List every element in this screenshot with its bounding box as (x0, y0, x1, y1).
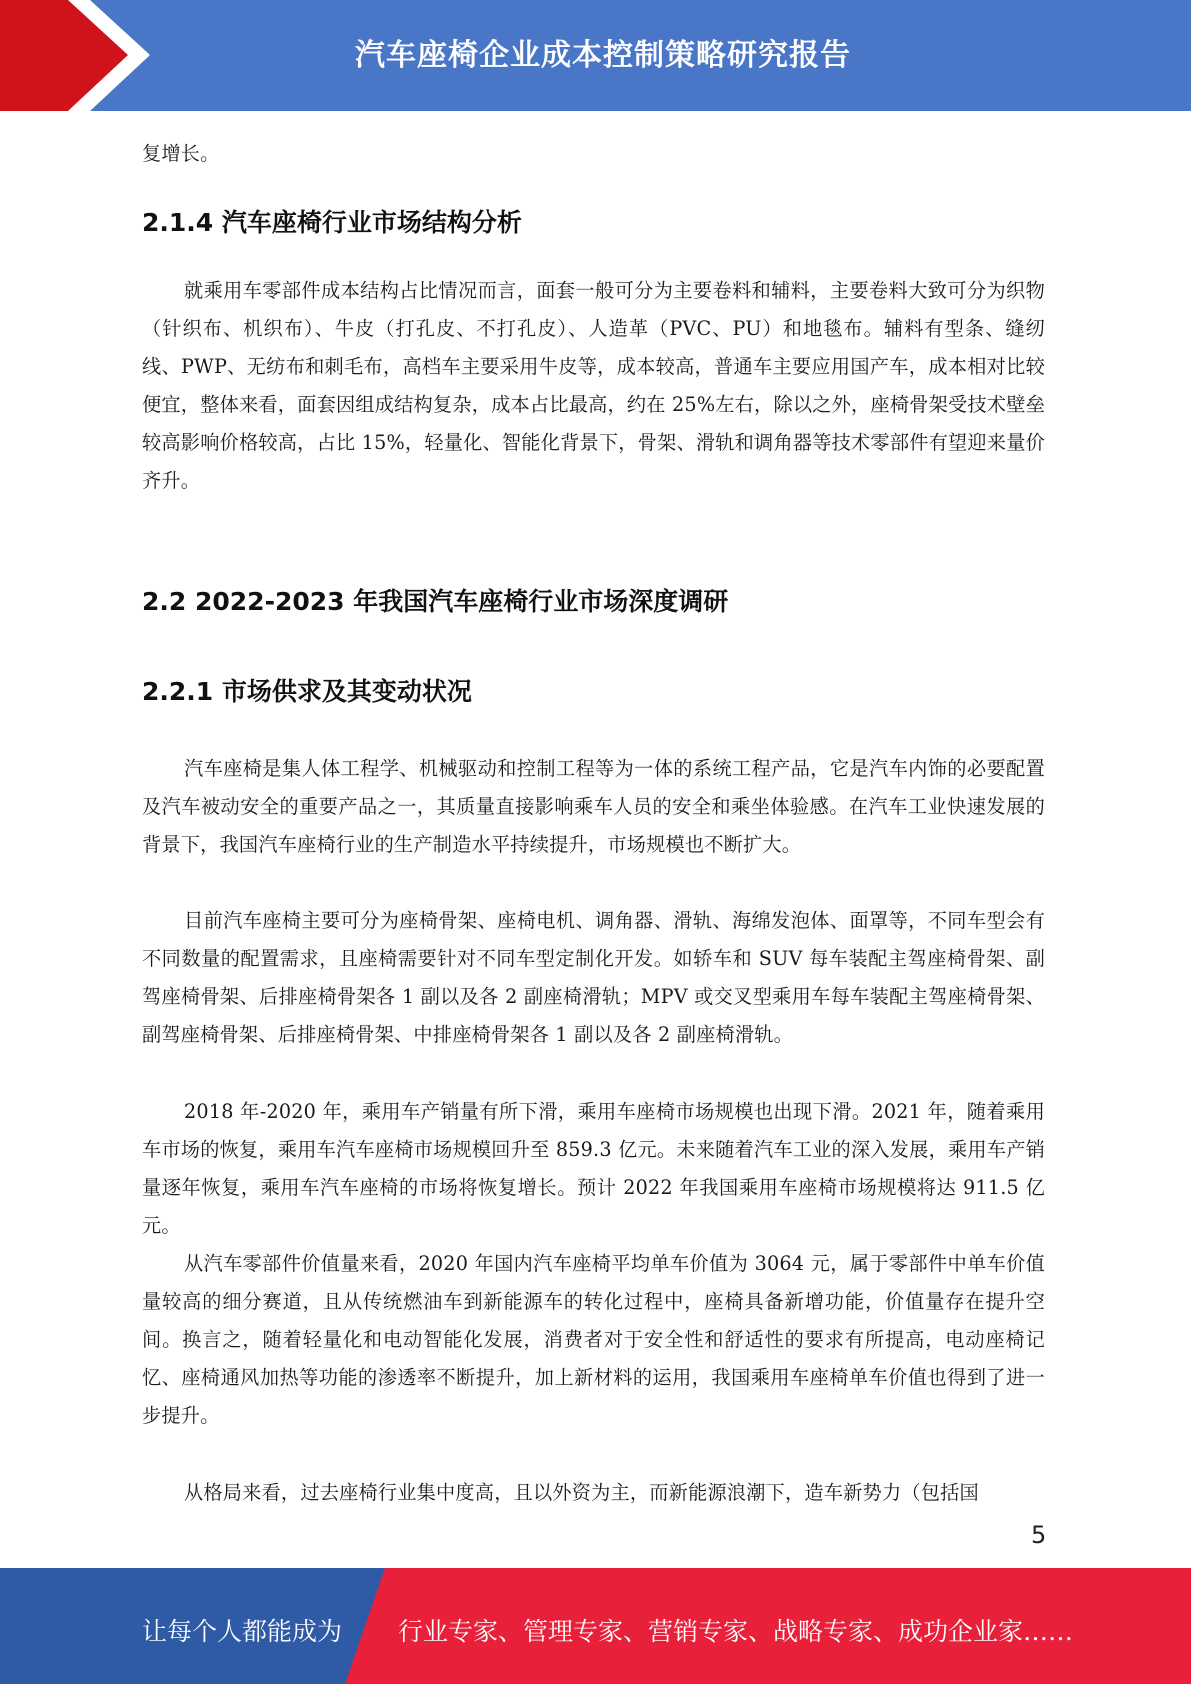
report-title: 汽车座椅企业成本控制策略研究报告 (355, 38, 851, 73)
section-heading-2-2: 2.2 2022-2023 年我国汽车座椅行业市场深度调研 (142, 587, 729, 616)
paragraph-seat-components: 目前汽车座椅主要可分为座椅骨架、座椅电机、调角器、滑轨、海绵发泡体、面罩等，不同车型会有不同数量的配置需求，且座椅需要针对不同车型定制化开发。如轿车和 SUV 每车装配主驾座椅骨架、副驾座椅骨架、后排座椅骨架各 1 副以及各 2 副座椅滑轨；MPV 或交叉型乘用车每车装配主驾座椅骨架、副驾座椅骨架、后排座椅骨架、中排座椅骨架各 1 副以及各 2 副座椅滑轨。 (142, 909, 1045, 1046)
paragraph-market-landscape: 从格局来看，过去座椅行业集中度高，且以外资为主，而新能源浪潮下，造车新势力（包括国 (184, 1481, 979, 1504)
footer-slogan-left: 让每个人都能成为 (142, 1617, 343, 1646)
paragraph-seat-overview: 汽车座椅是集人体工程学、机械驱动和控制工程等为一体的系统工程产品，它是汽车内饰的必要配置及汽车被动安全的重要产品之一，其质量直接影响乘车人员的安全和乘坐体验感。在汽车工业快速发展的背景下，我国汽车座椅行业的生产制造水平持续提升，市场规模也不断扩大。 (142, 757, 1045, 856)
section-heading-2-1-4: 2.1.4 汽车座椅行业市场结构分析 (142, 208, 522, 237)
page-footer (0, 1568, 1191, 1684)
footer-slogan-right: 行业专家、管理专家、营销专家、战略专家、成功企业家…… (398, 1617, 1074, 1646)
page-number: 5 (1031, 1521, 1047, 1549)
section-heading-2-2-1: 2.2.1 市场供求及其变动状况 (142, 677, 472, 706)
paragraph-market-size: 2018 年-2020 年，乘用车产销量有所下滑，乘用车座椅市场规模也出现下滑。2021 年，随着乘用车市场的恢复，乘用车汽车座椅市场规模回升至 859.3 亿元。未来随着汽车工业的深入发展，乘用车产销量逐年恢复，乘用车汽车座椅的市场将恢复增长。预计 2022 年我国乘用车座椅市场规模将达 911.5 亿元。 (142, 1100, 1045, 1237)
paragraph-continuation: 复增长。 (142, 142, 220, 165)
paragraph-value-per-vehicle: 从汽车零部件价值量来看，2020 年国内汽车座椅平均单车价值为 3064 元，属于零部件中单车价值量较高的细分赛道，且从传统燃油车到新能源车的转化过程中，座椅具备新增功能，价值量存在提升空间。换言之，随着轻量化和电动智能化发展，消费者对于安全性和舒适性的要求有所提高，电动座椅记忆、座椅通风加热等功能的渗透率不断提升，加上新材料的运用，我国乘用车座椅单车价值也得到了进一步提升。 (142, 1252, 1045, 1427)
page-header (0, 0, 1191, 111)
paragraph-cost-structure: 就乘用车零部件成本结构占比情况而言，面套一般可分为主要卷料和辅料，主要卷料大致可分为织物（针织布、机织布）、牛皮（打孔皮、不打孔皮）、人造革（PVC、PU）和地毯布。辅料有型条、缝纫线、PWP、无纺布和刺毛布，高档车主要采用牛皮等，成本较高，普通车主要应用国产车，成本相对比较便宜，整体来看，面套因组成结构复杂，成本占比最高，约在 25%左右，除以之外，座椅骨架受技术壁垒较高影响价格较高，占比 15%，轻量化、智能化背景下，骨架、滑轨和调角器等技术零部件有望迎来量价齐升。 (142, 279, 1045, 492)
